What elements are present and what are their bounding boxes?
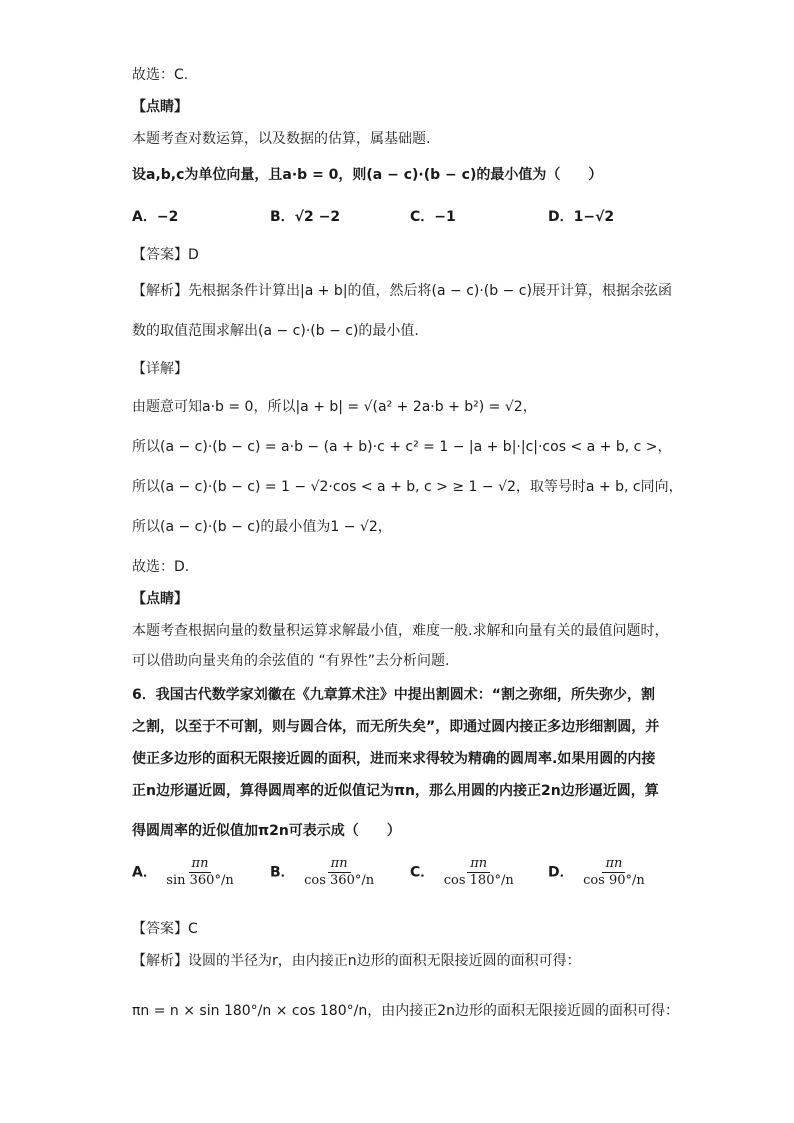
analysis-5-line1: 【解析】先根据条件计算出|a + b|的值，然后将(a − c)·(b − c)展开计算，根据余弦函 [132,283,672,299]
detail-line-3: 所以(a − c)·(b − c) = 1 − √2·cos < a + b, c > ≥ 1 − √2，取等号时a + b, c同向， [132,479,683,495]
option-label: D． [548,864,574,881]
section-tag: 【点睛】 [132,591,188,607]
question-6-line2: 之割，以至于不可割，则与圆合体，而无所失矣”，即通过圆内接正多边形细割圆，并 [132,719,660,735]
analysis-5-line2: 数的取值范围求解出(a − c)·(b − c)的最小值. [132,323,419,339]
detail-line-4: 所以(a − c)·(b − c)的最小值为1 − √2， [132,519,392,535]
text-line: 故选：C. [132,67,189,83]
answer-5: 【答案】D [132,247,199,263]
q5-option-a: A．−2 [132,209,179,225]
q5-option-c: C．−1 [410,209,456,225]
option-label: A． [132,864,157,881]
detail-tag: 【详解】 [132,361,188,377]
answer-6: 【答案】C [132,921,198,937]
detail-line-2: 所以(a − c)·(b − c) = a·b − (a + b)·c + c² = 1 − |a + b|·|c|·cos < a + b, c >， [132,439,672,455]
fraction-numerator: πn [602,856,625,873]
fraction-numerator: πn [189,856,212,873]
fraction-denominator: sin 360°/n [166,873,234,888]
text-line: 可以借助向量夹角的余弦值的 “有界性”去分析问题. [132,653,450,669]
analysis-6-line1: 【解析】设圆的半径为r，由内接正n边形的面积无限接近圆的面积可得： [132,953,581,969]
detail-line-1: 由题意可知a·b = 0，所以|a + b| = √(a² + 2a·b + b²) = √2， [132,399,537,415]
fraction-numerator: πn [328,856,351,873]
option-label: C． [410,864,435,881]
fraction-denominator: cos 180°/n [443,873,514,888]
q6-option-d [548,856,650,889]
question-6-line3: 使正多边形的面积无限接近圆的面积，进而来求得较为精确的圆周率.如果用圆的内接 [132,751,656,767]
text-line: 故选：D. [132,559,190,575]
formula-line: πn = n × sin 180°/n × cos 180°/n，由内接正2n边形的面积无限接近圆的面积可得： [132,1003,679,1019]
section-tag: 【点睛】 [132,99,188,115]
option-label: B． [270,864,295,881]
q5-option-b: B．√2 −2 [270,209,341,225]
text-line: 本题考查对数运算，以及数据的估算，属基础题. [132,131,431,147]
question-6-line4: 正n边形逼近圆，算得圆周率的近似值记为πn，那么用圆的内接正2n边形逼近圆，算 [132,783,659,799]
q6-option-c [410,856,519,889]
q6-option-a [132,856,239,889]
fraction-denominator: cos 360°/n [304,873,375,888]
question-6-line1: 6．我国古代数学家刘徽在《九章算术注》中提出割圆术：“割之弥细，所失弥少，割 [132,687,655,703]
q6-option-b [270,856,379,889]
question-5-stem: 设a,b,c为单位向量，且a·b = 0，则(a − c)·(b − c)的最小值为（ ） [132,167,603,183]
question-6-line5: 得圆周率的近似值加π2n可表示成（ ） [132,823,401,839]
fraction-denominator: cos 90°/n [583,873,645,888]
text-line: 本题考查根据向量的数量积运算求解最小值，难度一般.求解和向量有关的最值问题时， [132,623,669,639]
q5-option-d: D．1−√2 [548,209,615,225]
fraction-numerator: πn [467,856,490,873]
